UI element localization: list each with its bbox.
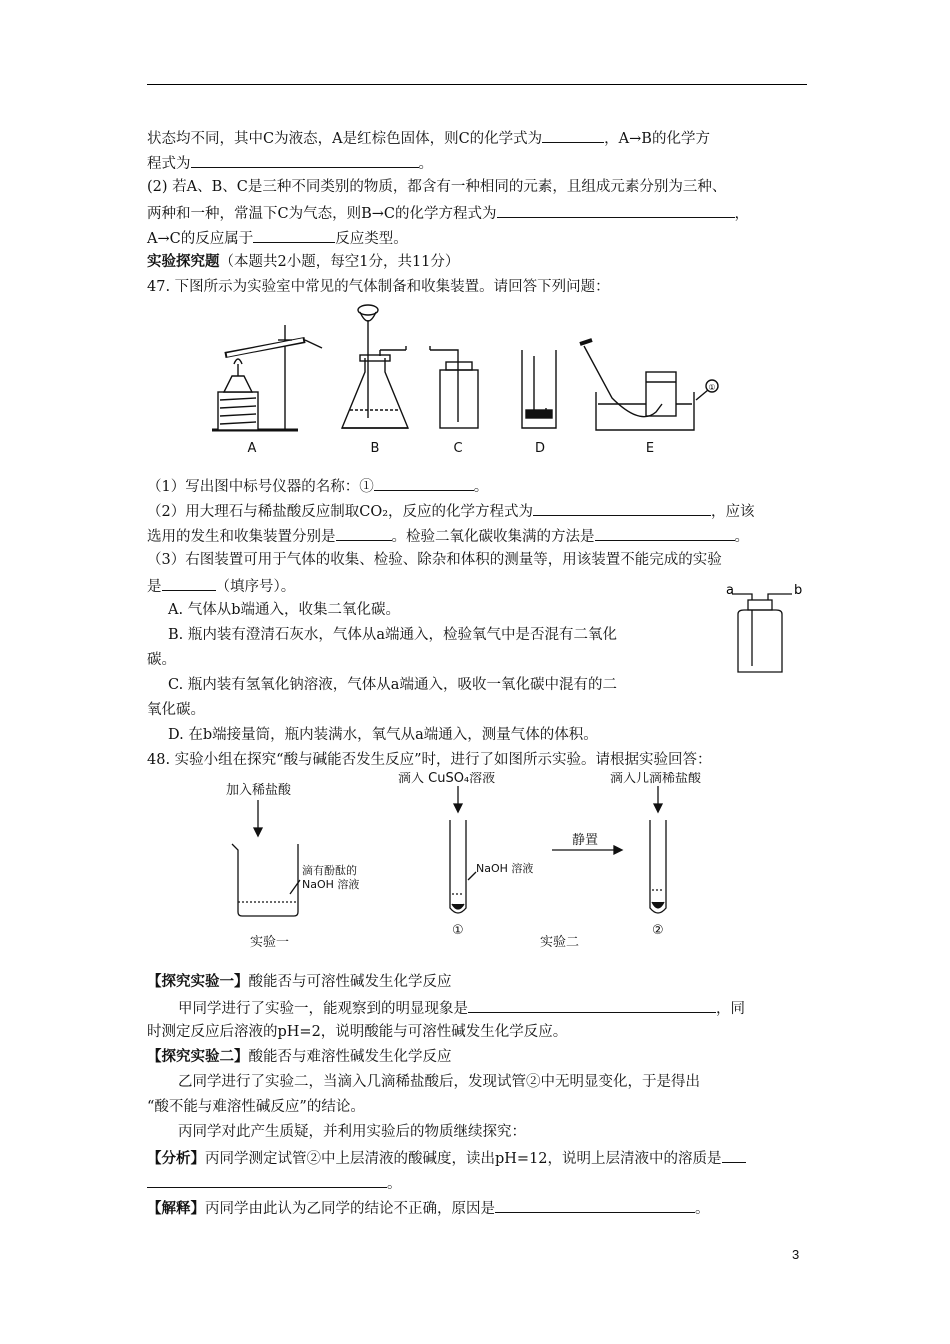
exp1-line2: 时测定反应后溶液的pH=2，说明酸能与可溶性碱发生化学反应。 bbox=[147, 1024, 568, 1040]
q46-part2: (2) 若A、B、C是三种不同类别的物质，都含有一种相同的元素，且组成元素分别为三种、 bbox=[147, 179, 727, 195]
stand-label: 静置 bbox=[572, 833, 599, 848]
apparatus-c bbox=[430, 346, 478, 428]
answer-blank[interactable] bbox=[595, 525, 735, 541]
q46-line1: 状态均不同，其中C为液态，A是红棕色固体，则C的化学式为 ，A→B的化学方 bbox=[147, 127, 710, 149]
option-b: B. 瓶内装有澄清石灰水，气体从a端通入，检验氧气中是否混有二氧化 bbox=[168, 627, 618, 643]
answer-blank[interactable] bbox=[533, 500, 711, 516]
tube-1-label: ① bbox=[452, 923, 464, 938]
answer-blank[interactable] bbox=[191, 152, 419, 168]
option-c-cont: 氧化碳。 bbox=[147, 702, 205, 718]
apparatus-a bbox=[212, 325, 322, 430]
q47-part3-cont: 是 （填序号）。 bbox=[147, 575, 295, 597]
drop-cuso4-label: 滴入 CuSO₄溶液 bbox=[398, 772, 496, 786]
analysis-line: 【分析】丙同学测定试管②中上层清液的酸碱度，读出pH=12，说明上层清液中的溶质是 bbox=[147, 1147, 746, 1169]
q47-part1: （1）写出图中标号仪器的名称：① 。 bbox=[147, 475, 488, 497]
q46-line5: A→C的反应属于 反应类型。 bbox=[147, 227, 408, 249]
q46-line4: 两种和一种，常温下C为气态，则B→C的化学方程式为 ， bbox=[147, 202, 749, 224]
q47-part2: （2）用大理石与稀盐酸反应制取CO₂，反应的化学方程式为 ，应该 bbox=[147, 500, 755, 522]
exp2-line3: 丙同学对此产生质疑，并利用实验后的物质继续探究： bbox=[178, 1124, 526, 1140]
apparatus-figure bbox=[200, 300, 740, 465]
add-hcl-label: 加入稀盐酸 bbox=[226, 783, 292, 798]
q47-part2-cont: 选用的发生和收集装置分别是 。检验二氧化碳收集满的方法是 。 bbox=[147, 525, 749, 547]
answer-blank[interactable] bbox=[722, 1147, 746, 1163]
gas-bottle-figure bbox=[718, 578, 808, 678]
answer-blank[interactable] bbox=[374, 475, 474, 491]
label-b: B bbox=[370, 441, 380, 456]
exp2-line1: 乙同学进行了实验二，当滴入几滴稀盐酸后，发现试管②中无明显变化，于是得出 bbox=[178, 1074, 700, 1090]
analysis-line-cont: 。 bbox=[147, 1172, 402, 1194]
header-rule bbox=[147, 84, 807, 85]
explanation-line: 【解释】丙同学由此认为乙同学的结论不正确，原因是 。 bbox=[147, 1197, 710, 1219]
label-e: E bbox=[645, 441, 655, 456]
tube-2-label: ② bbox=[652, 923, 664, 938]
end-a: a bbox=[726, 583, 734, 598]
apparatus-d bbox=[522, 350, 556, 428]
apparatus-b bbox=[342, 305, 408, 428]
drop-hcl-label: 滴入几滴稀盐酸 bbox=[610, 772, 702, 786]
answer-blank[interactable] bbox=[495, 1197, 695, 1213]
option-a: A. 气体从b端通入，收集二氧化碳。 bbox=[168, 602, 400, 618]
exp2-line2: “酸不能与难溶性碱反应”的结论。 bbox=[147, 1099, 365, 1115]
q47-part3: （3）右图装置可用于气体的收集、检验、除杂和体积的测量等，用该装置不能完成的实验 bbox=[147, 552, 722, 568]
page-number: 3 bbox=[792, 1247, 800, 1262]
end-b: b bbox=[794, 583, 803, 598]
naoh-label-2: NaOH 溶液 bbox=[476, 862, 534, 875]
phenolphthalein-label: 滴有酚酞的 bbox=[302, 864, 357, 877]
answer-blank[interactable] bbox=[497, 202, 735, 218]
answer-blank[interactable] bbox=[253, 227, 335, 243]
label-a: A bbox=[247, 441, 257, 456]
marker-1: ① bbox=[708, 383, 716, 392]
q47-stem: 47. 下图所示为实验室中常见的气体制备和收集装置。请回答下列问题： bbox=[147, 279, 610, 295]
exp2-label: 实验二 bbox=[540, 935, 580, 950]
apparatus-e bbox=[580, 340, 718, 430]
exp1-line1: 甲同学进行了实验一，能观察到的明显现象是 ，同 bbox=[178, 997, 745, 1019]
label-c: C bbox=[453, 441, 463, 456]
option-d: D. 在b端接量筒，瓶内装满水，氧气从a端通入，测量气体的体积。 bbox=[168, 727, 598, 743]
option-b-cont: 碳。 bbox=[147, 652, 176, 668]
exp1-heading: 【探究实验一】酸能否与可溶性碱发生化学反应 bbox=[147, 973, 452, 990]
exp2-heading: 【探究实验二】酸能否与难溶性碱发生化学反应 bbox=[147, 1048, 452, 1065]
answer-blank[interactable] bbox=[162, 575, 216, 591]
experiment-figure bbox=[210, 772, 750, 962]
exp1-label: 实验一 bbox=[250, 935, 290, 950]
section-heading: 实验探究题（本题共2小题，每空1分，共11分） bbox=[147, 253, 460, 270]
label-d: D bbox=[534, 441, 546, 456]
answer-blank[interactable] bbox=[336, 525, 392, 541]
answer-blank[interactable] bbox=[542, 127, 604, 143]
answer-blank[interactable] bbox=[147, 1172, 387, 1188]
q48-stem: 48. 实验小组在探究“酸与碱能否发生反应”时，进行了如图所示实验。请根据实验回答： bbox=[147, 752, 712, 768]
option-c: C. 瓶内装有氢氧化钠溶液，气体从a端通入，吸收一氧化碳中混有的二 bbox=[168, 677, 617, 693]
q46-line2: 程式为 。 bbox=[147, 152, 433, 174]
answer-blank[interactable] bbox=[468, 997, 716, 1013]
naoh-label-1: NaOH 溶液 bbox=[302, 878, 360, 891]
